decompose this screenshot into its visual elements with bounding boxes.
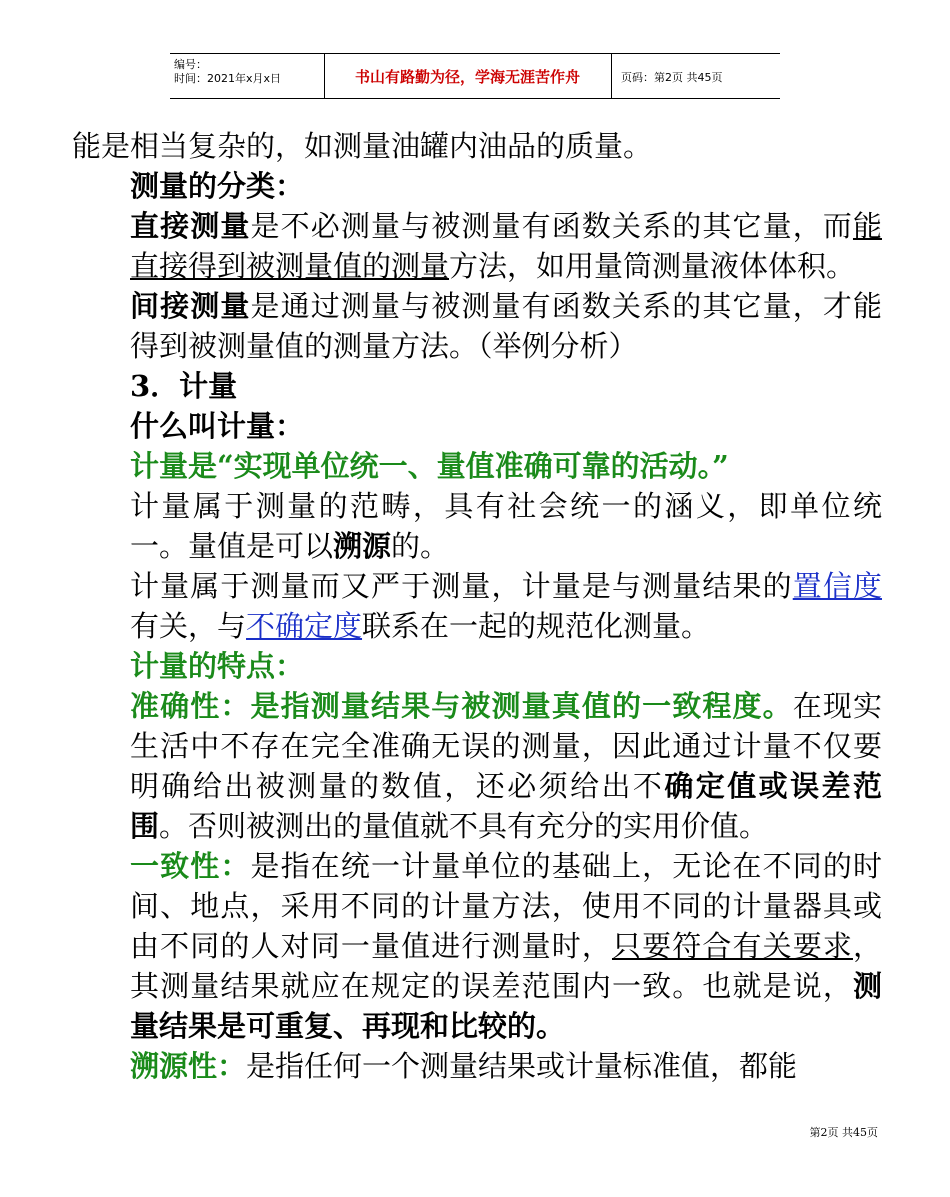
term: 间接测量 — [130, 289, 251, 323]
header-meta — [174, 58, 281, 86]
page-header — [170, 53, 780, 99]
paragraph — [72, 566, 882, 646]
term: 直接测量 — [130, 209, 251, 243]
section-heading: 什么叫计量： — [130, 409, 305, 443]
underlined-text: 只要符合有关要求 — [611, 929, 853, 963]
header-page-number: 页码：第2页 共45页 — [621, 71, 723, 84]
document-body — [72, 126, 882, 1086]
link-confidence[interactable]: 置信度 — [792, 569, 882, 603]
header-date: 时间：2021年x月x日 — [174, 72, 282, 85]
text: 有关，与 — [130, 609, 247, 643]
paragraph — [72, 206, 882, 286]
paragraph — [72, 286, 882, 366]
section-heading: 测量的分类： — [130, 169, 305, 203]
feature-title: 溯源性： — [130, 1049, 247, 1083]
text: 计量属于测量而又严于测量，计量是与测量结果的 — [130, 569, 793, 603]
text: 能是相当复杂的，如测量油罐内油品的质量。 — [72, 129, 653, 163]
link-uncertainty[interactable]: 不确定度 — [246, 609, 363, 643]
text: 是通过测量与被测量有函数关系的其它量，才能得到被测量值的测量方法。（举例分析） — [130, 289, 882, 363]
text: 是不必测量与被测量有函数关系的其它量，而 — [250, 209, 853, 243]
paragraph — [72, 1046, 882, 1086]
text: 联系在一起的规范化测量。 — [362, 609, 711, 643]
paragraph — [72, 846, 882, 1046]
text: 是指在统一计量单位的基础上，无论在不同的时间、地点，采用不同的计量方法，使用不同的计量器具或由不同的人对同一量值进行测量时， — [130, 849, 882, 963]
term: 测量结果是可重复、再现和比较的。 — [130, 969, 882, 1043]
feature-title: 准确性：是指测量结果与被测量真值的一致程度。 — [130, 689, 793, 723]
term: 确定值或误差范围 — [130, 769, 882, 843]
text: 。否则被测出的量值就不具有充分的实用价值。 — [159, 809, 769, 843]
term: 溯源 — [333, 529, 392, 563]
text: 计量属于测量的范畴，具有社会统一的涵义，即单位统一。量值是可以 — [130, 489, 882, 563]
header-divider — [611, 54, 612, 98]
underlined-text: 能直接得到被测量值的测量 — [130, 209, 882, 283]
paragraph — [72, 686, 882, 846]
text: 是指任何一个测量结果或计量标准值，都能 — [246, 1049, 798, 1083]
paragraph — [72, 486, 882, 566]
text: ，其测量结果就应在规定的误差范围内一致。也就是说， — [130, 929, 882, 1003]
text: 在现实生活中不存在完全准确无误的测量，因此通过计量不仅要明确给出被测量的数值，还必须给出不 — [130, 689, 882, 803]
header-number-label: 编号： — [174, 58, 207, 71]
section-heading: 3．计量 — [130, 369, 238, 403]
feature-title: 一致性： — [130, 849, 251, 883]
header-motto: 书山有路勤为径，学海无涯苦作舟 — [354, 68, 580, 86]
paragraph — [72, 126, 882, 166]
footer-page-number: 第2页 共45页 — [809, 1126, 878, 1139]
definition: 计量是“实现单位统一、量值准确可靠的活动。” — [130, 449, 729, 483]
text: 方法，如用量筒测量液体体积。 — [449, 249, 856, 283]
text: 的。 — [391, 529, 450, 563]
section-heading: 计量的特点： — [130, 649, 305, 683]
